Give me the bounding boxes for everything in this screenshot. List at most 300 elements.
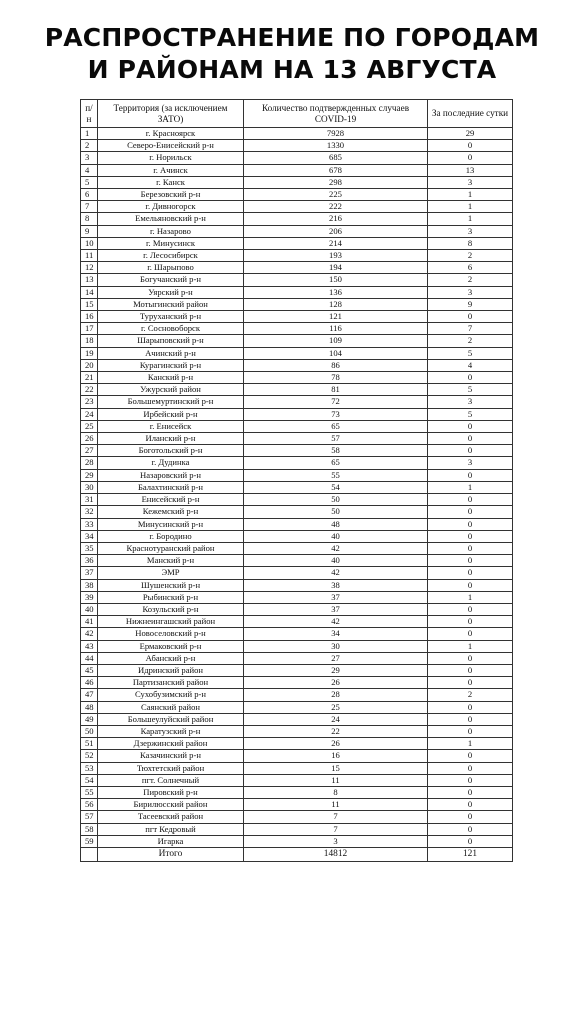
last-day-cases: 0 <box>428 372 513 384</box>
row-number: 40 <box>81 603 98 615</box>
total-row <box>81 847 513 861</box>
total-cases: 26 <box>244 738 428 750</box>
total-cases: 42 <box>244 567 428 579</box>
last-day-cases: 3 <box>428 396 513 408</box>
last-day-cases: 0 <box>428 750 513 762</box>
territory-name: Саянский район <box>98 701 244 713</box>
row-number: 33 <box>81 518 98 530</box>
row-number: 37 <box>81 567 98 579</box>
territory-name: г. Енисейск <box>98 420 244 432</box>
row-number: 52 <box>81 750 98 762</box>
table-row <box>81 469 513 481</box>
row-number: 7 <box>81 201 98 213</box>
table-row <box>81 347 513 359</box>
row-number: 4 <box>81 164 98 176</box>
table-row <box>81 445 513 457</box>
row-number: 50 <box>81 725 98 737</box>
territory-name: пгт Кедровый <box>98 823 244 835</box>
total-label: Итого <box>98 847 244 861</box>
table-row <box>81 286 513 298</box>
header-total-cases: Количество подтвержденных случаев COVID-19 <box>244 100 428 128</box>
last-day-cases: 0 <box>428 555 513 567</box>
table-row <box>81 542 513 554</box>
total-cases: 8 <box>244 786 428 798</box>
total-cases: 678 <box>244 164 428 176</box>
total-cases: 128 <box>244 298 428 310</box>
table-row <box>81 640 513 652</box>
last-day-cases: 0 <box>428 603 513 615</box>
table-row <box>81 750 513 762</box>
total-cases: 58 <box>244 445 428 457</box>
total-cases: 24 <box>244 713 428 725</box>
total-cases: 28 <box>244 689 428 701</box>
last-day-cases: 7 <box>428 323 513 335</box>
last-day-cases: 0 <box>428 530 513 542</box>
last-day-cases: 0 <box>428 774 513 786</box>
total-cases: 37 <box>244 591 428 603</box>
total-cases: 48 <box>244 518 428 530</box>
territory-name: Тюхтетский район <box>98 762 244 774</box>
territory-name: Пировский р-н <box>98 786 244 798</box>
table-row <box>81 225 513 237</box>
row-number: 27 <box>81 445 98 457</box>
total-cases: 222 <box>244 201 428 213</box>
row-number: 47 <box>81 689 98 701</box>
covid-cases-table <box>80 99 513 862</box>
total-cases: 11 <box>244 774 428 786</box>
total-cases: 11 <box>244 799 428 811</box>
total-cases: 298 <box>244 176 428 188</box>
total-cases: 37 <box>244 603 428 615</box>
table-row <box>81 738 513 750</box>
row-number: 17 <box>81 323 98 335</box>
table-row <box>81 811 513 823</box>
territory-name: Дзержинский район <box>98 738 244 750</box>
total-cases: 206 <box>244 225 428 237</box>
table-row <box>81 664 513 676</box>
table-row <box>81 298 513 310</box>
table-row <box>81 701 513 713</box>
territory-name: Енисейский р-н <box>98 494 244 506</box>
total-cases: 72 <box>244 396 428 408</box>
header-territory: Территория (за исключением ЗАТО) <box>98 100 244 128</box>
row-number: 21 <box>81 372 98 384</box>
total-cases: 7 <box>244 823 428 835</box>
table-row <box>81 567 513 579</box>
total-cases: 57 <box>244 433 428 445</box>
total-cases: 121 <box>244 311 428 323</box>
last-day-cases: 1 <box>428 189 513 201</box>
table-row <box>81 176 513 188</box>
row-number: 45 <box>81 664 98 676</box>
row-number: 28 <box>81 457 98 469</box>
total-cases-value: 14812 <box>244 847 428 861</box>
total-cases: 29 <box>244 664 428 676</box>
territory-name: Манский р-н <box>98 555 244 567</box>
territory-name: Назаровский р-н <box>98 469 244 481</box>
row-number: 44 <box>81 652 98 664</box>
table-row <box>81 481 513 493</box>
last-day-cases: 6 <box>428 262 513 274</box>
row-number: 12 <box>81 262 98 274</box>
header-last-day: За последние сутки <box>428 100 513 128</box>
row-number: 9 <box>81 225 98 237</box>
territory-name: Ачинский р-н <box>98 347 244 359</box>
total-cases: 30 <box>244 640 428 652</box>
row-number: 6 <box>81 189 98 201</box>
total-cases: 26 <box>244 677 428 689</box>
row-number: 42 <box>81 628 98 640</box>
territory-name: г. Шарыпово <box>98 262 244 274</box>
territory-name: Краснотуранский район <box>98 542 244 554</box>
last-day-cases: 4 <box>428 359 513 371</box>
total-cases: 136 <box>244 286 428 298</box>
last-day-cases: 0 <box>428 811 513 823</box>
last-day-cases: 0 <box>428 799 513 811</box>
territory-name: Ужурский район <box>98 384 244 396</box>
table-row <box>81 689 513 701</box>
table-row <box>81 823 513 835</box>
row-number: 53 <box>81 762 98 774</box>
territory-name: Уярский р-н <box>98 286 244 298</box>
row-number: 14 <box>81 286 98 298</box>
last-day-cases: 1 <box>428 591 513 603</box>
row-number: 43 <box>81 640 98 652</box>
territory-name: Большеулуйский район <box>98 713 244 725</box>
table-row <box>81 189 513 201</box>
table-row <box>81 628 513 640</box>
total-cases: 78 <box>244 372 428 384</box>
territory-name: Нижнеингашский район <box>98 616 244 628</box>
table-row <box>81 213 513 225</box>
territory-name: Сухобузимский р-н <box>98 689 244 701</box>
territory-name: Емельяновский р-н <box>98 213 244 225</box>
last-day-cases: 3 <box>428 286 513 298</box>
table-row <box>81 433 513 445</box>
last-day-cases: 1 <box>428 640 513 652</box>
territory-name: г. Норильск <box>98 152 244 164</box>
last-day-cases: 0 <box>428 445 513 457</box>
row-number: 29 <box>81 469 98 481</box>
total-cases: 104 <box>244 347 428 359</box>
header-number: п/н <box>81 100 98 128</box>
territory-name: Тасеевский район <box>98 811 244 823</box>
row-number: 10 <box>81 237 98 249</box>
territory-name: г. Минусинск <box>98 237 244 249</box>
territory-name: Абанский р-н <box>98 652 244 664</box>
table-row <box>81 128 513 140</box>
total-cases: 81 <box>244 384 428 396</box>
total-cases: 3 <box>244 835 428 847</box>
row-number: 49 <box>81 713 98 725</box>
row-number: 22 <box>81 384 98 396</box>
last-day-cases: 0 <box>428 725 513 737</box>
total-cases: 685 <box>244 152 428 164</box>
table-row <box>81 579 513 591</box>
table-row <box>81 616 513 628</box>
row-number: 3 <box>81 152 98 164</box>
last-day-cases: 5 <box>428 384 513 396</box>
last-day-cases: 0 <box>428 494 513 506</box>
territory-name: Козульский р-н <box>98 603 244 615</box>
row-number: 57 <box>81 811 98 823</box>
row-number: 56 <box>81 799 98 811</box>
row-number: 11 <box>81 250 98 262</box>
table-body <box>81 128 513 848</box>
row-number: 31 <box>81 494 98 506</box>
row-number: 15 <box>81 298 98 310</box>
last-day-cases: 1 <box>428 481 513 493</box>
territory-name: Туруханский р-н <box>98 311 244 323</box>
row-number: 30 <box>81 481 98 493</box>
territory-name: Боготольский р-н <box>98 445 244 457</box>
total-cases: 42 <box>244 616 428 628</box>
last-day-cases: 8 <box>428 237 513 249</box>
territory-name: Игарка <box>98 835 244 847</box>
table-row <box>81 799 513 811</box>
total-cases: 27 <box>244 652 428 664</box>
total-cases: 50 <box>244 494 428 506</box>
row-number: 41 <box>81 616 98 628</box>
territory-name: Шарыповский р-н <box>98 335 244 347</box>
row-number: 13 <box>81 274 98 286</box>
total-cases: 109 <box>244 335 428 347</box>
total-cases: 86 <box>244 359 428 371</box>
last-day-cases: 9 <box>428 298 513 310</box>
last-day-cases: 0 <box>428 506 513 518</box>
table-row <box>81 786 513 798</box>
table-row <box>81 713 513 725</box>
territory-name: Бирилюсский район <box>98 799 244 811</box>
page-title-line-2: И РАЙОНАМ НА 13 АВГУСТА <box>87 55 497 84</box>
territory-name: г. Назарово <box>98 225 244 237</box>
table-row <box>81 359 513 371</box>
table-row <box>81 372 513 384</box>
table-row <box>81 396 513 408</box>
table-row <box>81 506 513 518</box>
total-cases: 16 <box>244 750 428 762</box>
total-cases: 50 <box>244 506 428 518</box>
territory-name: ЭМР <box>98 567 244 579</box>
territory-name: Курагинский р-н <box>98 359 244 371</box>
table-row <box>81 835 513 847</box>
territory-name: Канский р-н <box>98 372 244 384</box>
territory-name: г. Канск <box>98 176 244 188</box>
last-day-cases: 0 <box>428 835 513 847</box>
row-number: 32 <box>81 506 98 518</box>
row-number: 26 <box>81 433 98 445</box>
last-day-cases: 0 <box>428 469 513 481</box>
last-day-cases: 0 <box>428 762 513 774</box>
row-number: 46 <box>81 677 98 689</box>
row-number: 51 <box>81 738 98 750</box>
table-row <box>81 408 513 420</box>
territory-name: Северо-Енисейский р-н <box>98 140 244 152</box>
row-number: 35 <box>81 542 98 554</box>
total-cases: 216 <box>244 213 428 225</box>
table-row <box>81 237 513 249</box>
row-number: 36 <box>81 555 98 567</box>
last-day-cases: 0 <box>428 713 513 725</box>
total-cases: 40 <box>244 530 428 542</box>
total-last-day-value: 121 <box>428 847 513 861</box>
row-number: 24 <box>81 408 98 420</box>
last-day-cases: 1 <box>428 213 513 225</box>
last-day-cases: 0 <box>428 140 513 152</box>
last-day-cases: 0 <box>428 542 513 554</box>
territory-name: Березовский р-н <box>98 189 244 201</box>
row-number: 23 <box>81 396 98 408</box>
last-day-cases: 0 <box>428 677 513 689</box>
last-day-cases: 0 <box>428 152 513 164</box>
last-day-cases: 1 <box>428 201 513 213</box>
last-day-cases: 3 <box>428 225 513 237</box>
territory-name: Казачинский р-н <box>98 750 244 762</box>
table-row <box>81 335 513 347</box>
total-cases: 34 <box>244 628 428 640</box>
table-row <box>81 164 513 176</box>
total-cases: 55 <box>244 469 428 481</box>
table-row <box>81 384 513 396</box>
territory-name: Балахтинский р-н <box>98 481 244 493</box>
last-day-cases: 0 <box>428 823 513 835</box>
row-number: 54 <box>81 774 98 786</box>
table-row <box>81 725 513 737</box>
table-row <box>81 494 513 506</box>
table-row <box>81 677 513 689</box>
total-cases: 7928 <box>244 128 428 140</box>
last-day-cases: 1 <box>428 738 513 750</box>
total-cases: 65 <box>244 420 428 432</box>
territory-name: Иланский р-н <box>98 433 244 445</box>
last-day-cases: 0 <box>428 518 513 530</box>
territory-name: Мотыгинский район <box>98 298 244 310</box>
territory-name: г. Красноярск <box>98 128 244 140</box>
last-day-cases: 0 <box>428 420 513 432</box>
last-day-cases: 0 <box>428 628 513 640</box>
last-day-cases: 2 <box>428 689 513 701</box>
territory-name: г. Ачинск <box>98 164 244 176</box>
total-cases: 15 <box>244 762 428 774</box>
row-number: 1 <box>81 128 98 140</box>
territory-name: г. Лесосибирск <box>98 250 244 262</box>
last-day-cases: 3 <box>428 457 513 469</box>
last-day-cases: 0 <box>428 786 513 798</box>
total-cases: 116 <box>244 323 428 335</box>
last-day-cases: 2 <box>428 250 513 262</box>
last-day-cases: 0 <box>428 616 513 628</box>
total-cases: 194 <box>244 262 428 274</box>
table-row <box>81 652 513 664</box>
total-cases: 73 <box>244 408 428 420</box>
total-cases: 7 <box>244 811 428 823</box>
territory-name: г. Бородино <box>98 530 244 542</box>
table-header-row <box>81 100 513 128</box>
row-number: 34 <box>81 530 98 542</box>
row-number: 5 <box>81 176 98 188</box>
table-row <box>81 274 513 286</box>
row-number: 55 <box>81 786 98 798</box>
row-number: 39 <box>81 591 98 603</box>
last-day-cases: 0 <box>428 652 513 664</box>
total-cases: 150 <box>244 274 428 286</box>
territory-name: г. Дивногорск <box>98 201 244 213</box>
territory-name: Ермаковский р-н <box>98 640 244 652</box>
total-cases: 42 <box>244 542 428 554</box>
last-day-cases: 3 <box>428 176 513 188</box>
row-number: 16 <box>81 311 98 323</box>
table-row <box>81 201 513 213</box>
row-number: 58 <box>81 823 98 835</box>
territory-name: Кежемский р-н <box>98 506 244 518</box>
last-day-cases: 0 <box>428 579 513 591</box>
last-day-cases: 5 <box>428 408 513 420</box>
last-day-cases: 0 <box>428 311 513 323</box>
territory-name: г. Сосновоборск <box>98 323 244 335</box>
total-row-number <box>81 847 98 861</box>
total-cases: 54 <box>244 481 428 493</box>
row-number: 18 <box>81 335 98 347</box>
territory-name: Каратузский р-н <box>98 725 244 737</box>
table-row <box>81 603 513 615</box>
last-day-cases: 0 <box>428 433 513 445</box>
total-cases: 22 <box>244 725 428 737</box>
territory-name: Рыбинский р-н <box>98 591 244 603</box>
last-day-cases: 2 <box>428 335 513 347</box>
row-number: 25 <box>81 420 98 432</box>
total-cases: 38 <box>244 579 428 591</box>
row-number: 59 <box>81 835 98 847</box>
total-cases: 214 <box>244 237 428 249</box>
row-number: 19 <box>81 347 98 359</box>
territory-name: Идринский район <box>98 664 244 676</box>
table-row <box>81 323 513 335</box>
table-row <box>81 774 513 786</box>
total-cases: 40 <box>244 555 428 567</box>
table-row <box>81 530 513 542</box>
territory-name: Новоселовский р-н <box>98 628 244 640</box>
last-day-cases: 29 <box>428 128 513 140</box>
last-day-cases: 0 <box>428 701 513 713</box>
table-row <box>81 555 513 567</box>
page-title-line-1: РАСПРОСТРАНЕНИЕ ПО ГОРОДАМ <box>44 23 540 52</box>
table-row <box>81 140 513 152</box>
page-title <box>0 22 584 86</box>
table-row <box>81 311 513 323</box>
table-row <box>81 591 513 603</box>
territory-name: Партизанский район <box>98 677 244 689</box>
territory-name: Минусинский р-н <box>98 518 244 530</box>
table-row <box>81 420 513 432</box>
row-number: 2 <box>81 140 98 152</box>
total-cases: 225 <box>244 189 428 201</box>
total-cases: 65 <box>244 457 428 469</box>
last-day-cases: 0 <box>428 664 513 676</box>
territory-name: пгт. Солнечный <box>98 774 244 786</box>
territory-name: Шушенский р-н <box>98 579 244 591</box>
table-row <box>81 152 513 164</box>
last-day-cases: 5 <box>428 347 513 359</box>
last-day-cases: 13 <box>428 164 513 176</box>
row-number: 38 <box>81 579 98 591</box>
row-number: 8 <box>81 213 98 225</box>
table-row <box>81 762 513 774</box>
last-day-cases: 2 <box>428 274 513 286</box>
territory-name: Богучанский р-н <box>98 274 244 286</box>
territory-name: Большемуртинский р-н <box>98 396 244 408</box>
total-cases: 193 <box>244 250 428 262</box>
table-row <box>81 250 513 262</box>
